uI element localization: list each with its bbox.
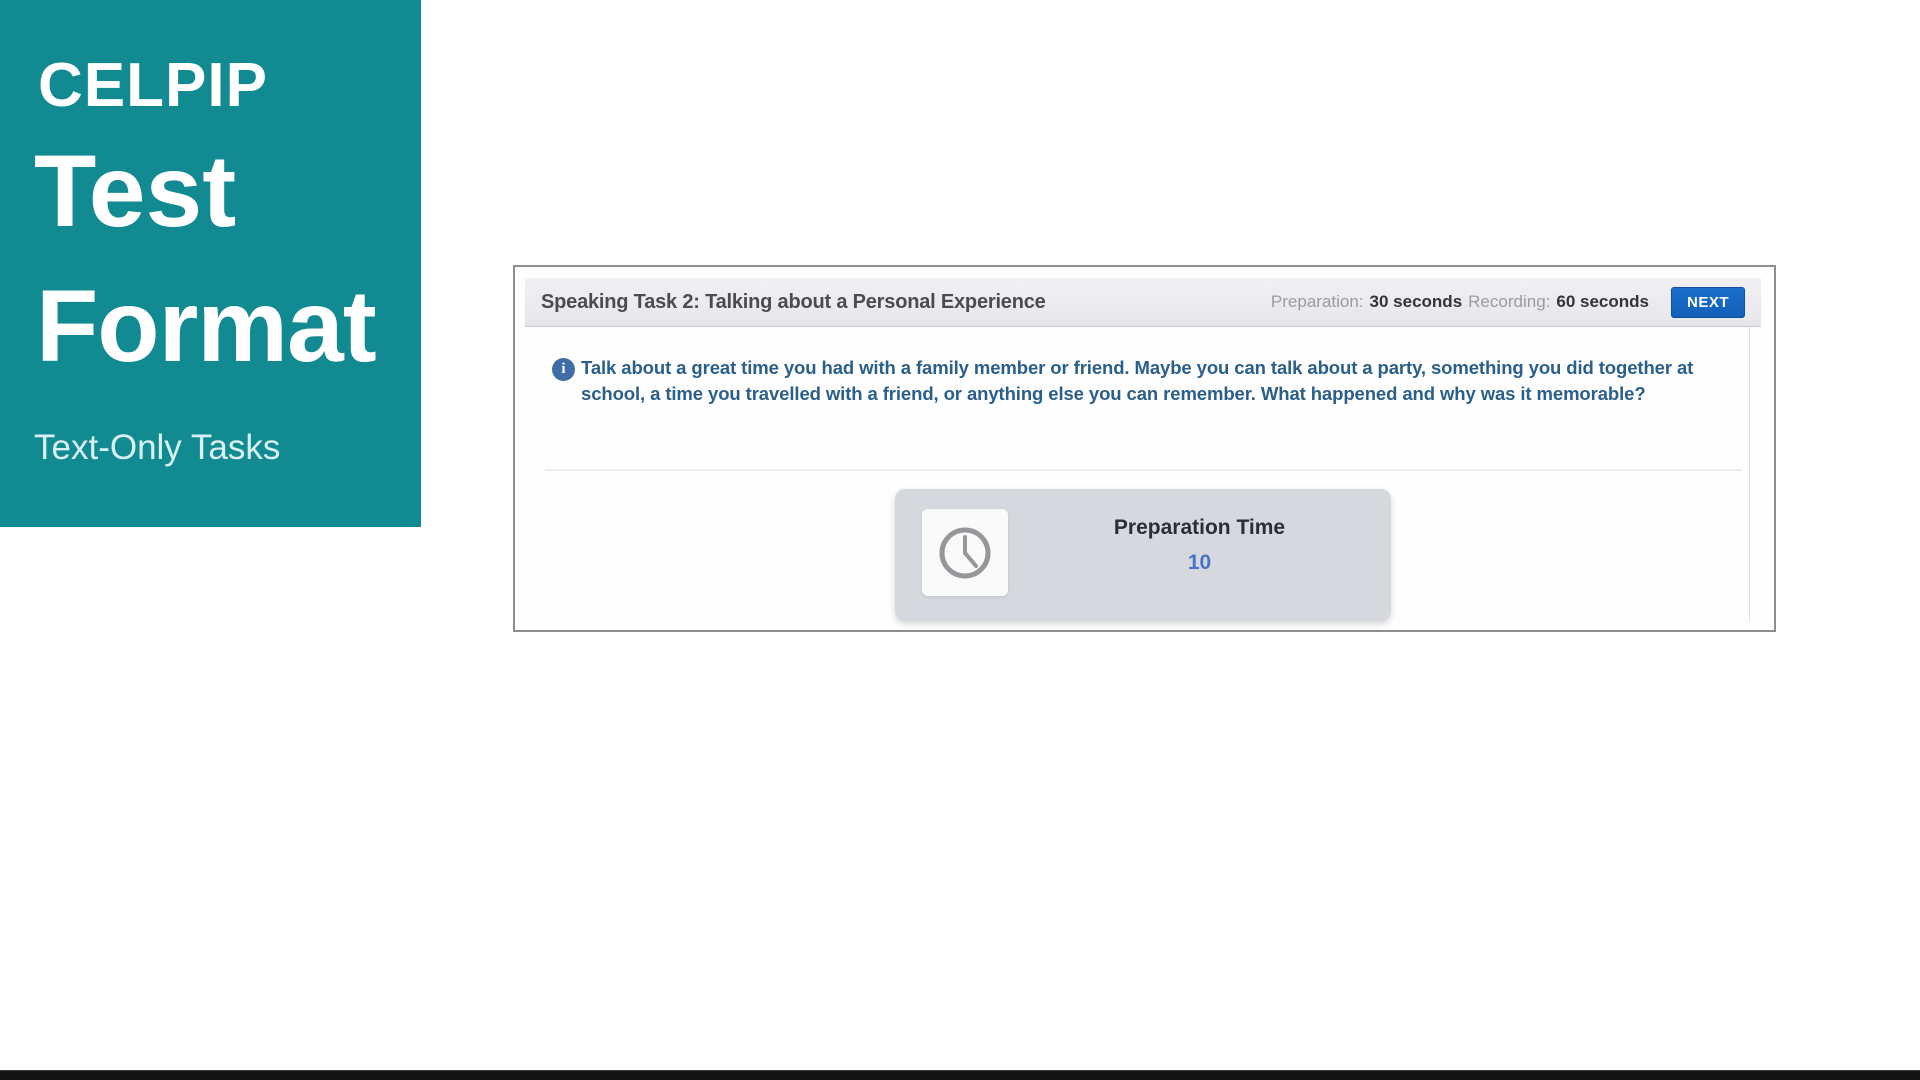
- timer-label: Preparation Time: [1113, 516, 1286, 539]
- slide-title-block: [0, 0, 421, 527]
- timing-info: [1271, 292, 1649, 312]
- scrollbar-track: [1749, 327, 1750, 622]
- task-prompt-text: Talk about a great time you had with a family member or friend. Maybe you can talk about a party, something you did together at school, a time you travelled with a friend, or anything else you can remember. What happened and why was it memorable?: [581, 357, 1694, 404]
- task-header: [525, 278, 1761, 327]
- speaking-task-panel: [513, 265, 1776, 632]
- content-divider: [545, 469, 1742, 471]
- recording-label: Recording:: [1468, 292, 1551, 311]
- preparation-timer-card: [895, 489, 1391, 621]
- task-title: Speaking Task 2: Talking about a Personal Experience: [541, 290, 1046, 313]
- bottom-video-bar: [0, 1070, 1920, 1080]
- timer-countdown-value: 10: [1187, 551, 1212, 574]
- timer-texts: [1008, 489, 1391, 621]
- next-button[interactable]: NEXT: [1671, 287, 1745, 318]
- clock-tile: [922, 509, 1008, 596]
- slide-title-line2: Format: [36, 269, 376, 383]
- clock-icon: [935, 523, 995, 583]
- info-icon: i: [552, 358, 575, 381]
- preparation-label: Preparation:: [1270, 292, 1364, 311]
- slide-title-line1: Test: [34, 134, 237, 248]
- slide-subtitle: Text-Only Tasks: [34, 428, 281, 467]
- task-prompt-row: [552, 355, 1724, 407]
- brand-name: CELPIP: [38, 51, 268, 120]
- preparation-value: 30 seconds: [1369, 292, 1463, 311]
- recording-value: 60 seconds: [1556, 292, 1649, 311]
